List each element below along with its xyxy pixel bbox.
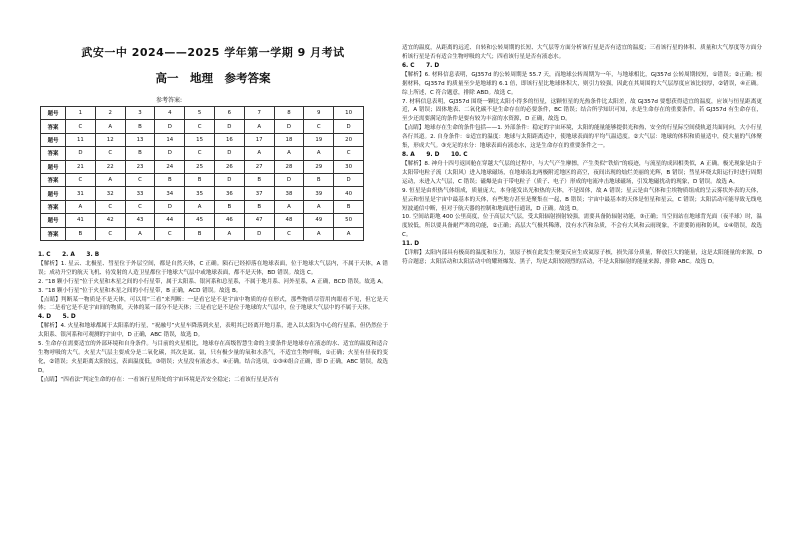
question-number-cell: 26 — [214, 160, 244, 173]
answer-cell: A — [66, 200, 96, 213]
exam-title: 武安一中 2024——2025 学年第一学期 9 月考试 — [81, 46, 345, 59]
answer-cell: B — [214, 200, 244, 213]
answer-cell: B — [304, 173, 334, 186]
question-number-cell: 41 — [66, 214, 96, 227]
question-number-cell: 4 — [155, 107, 185, 120]
answer-cell: C — [66, 173, 96, 186]
answer-cell: D — [214, 120, 244, 133]
answer-cell: C — [125, 173, 155, 186]
answer-row — [41, 120, 364, 133]
row-label-answer: 答案 — [41, 227, 66, 240]
answer-cell: C — [304, 120, 334, 133]
answer-cell: A — [244, 147, 274, 160]
answer-cell: B — [66, 227, 96, 240]
question-number-cell: 47 — [244, 214, 274, 227]
question-number-cell: 18 — [274, 133, 304, 146]
question-number-cell: 23 — [125, 160, 155, 173]
explanation-paragraph: 7. 材料信息表明，GJ357d 围绕一颗比太阳小得多的恒星，这颗恒星的光热条件比太阳差，故 GJ357d 要想获得适宜的温度，应该与恒星距离更近，A 错误；固体地表、二氧化碳不是生命存在的必要条件，BC 错误；结合所学知识可知，水是生命存在的重要条件，若 GJ357d 有生命存在，至少还需要满足的条件是要有较为丰富的水资源，D 正确，故选 D。 — [402, 98, 762, 123]
answer-cell: B — [244, 173, 274, 186]
answer-cell: D — [66, 147, 96, 160]
question-number-row — [41, 187, 364, 200]
answer-cell: C — [95, 200, 125, 213]
question-number-cell: 16 — [214, 133, 244, 146]
question-number-cell: 31 — [66, 187, 96, 200]
question-number-cell: 30 — [334, 160, 364, 173]
answer-cell: B — [125, 120, 155, 133]
answer-cell: B — [185, 227, 215, 240]
answer-cell: C — [185, 147, 215, 160]
answer-cell: C — [66, 120, 96, 133]
explanation-paragraph: 【点睛】“四看法”判定生命的存在：一看该行星所处的宇宙环境是否安全稳定；二看该行星是否有 — [38, 376, 279, 383]
row-label-answer: 答案 — [41, 200, 66, 213]
answer-cell: A — [274, 147, 304, 160]
question-number-cell: 8 — [274, 107, 304, 120]
answer-summary-line: 8. A 9. D 10. C — [402, 151, 468, 158]
answer-cell: D — [155, 200, 185, 213]
answer-cell: A — [304, 227, 334, 240]
row-label-answer: 答案 — [41, 147, 66, 160]
answer-cell: A — [95, 120, 125, 133]
question-number-cell: 5 — [185, 107, 215, 120]
left-column — [38, 44, 388, 385]
explanation-paragraph: 5. 生命存在需要适宜的外部环境和自身条件。与目前的火星相比，地球存在高级智慧生命的主要条件是地球存在液态的水、适宜的温度和适合生物呼吸的大气。火星大气层主要成分是二氧化碳，其次是氮、氩，只有极少量的氧和水蒸气，不适宜生物呼吸，①正确；火星有昼夜的变化，②错误；火星距离太阳较远，表面温度低，③错误；火星没有液态水，④正确。结合选项，①③④组合正确，即 D 正确，ABC 错误，故选 D。 — [38, 341, 388, 374]
explanation-paragraph: 【点睛】判断某一物质是不是天体，可以用“三看”来判断：一是看它是不是宇宙中物质的存在形式，那些物质尽管用肉眼看不见，但它是天体；二是看它是不是宇宙间的物质，天体的某一部分不是天体；三是看它是不是位于地球的大气层中，位于地球大气层中的不属于天体。 — [38, 296, 388, 312]
question-number-cell: 6 — [214, 107, 244, 120]
answer-cell: A — [244, 120, 274, 133]
answer-cell: D — [244, 227, 274, 240]
right-explanations — [402, 44, 762, 267]
question-number-cell: 28 — [274, 160, 304, 173]
answer-cell: C — [155, 227, 185, 240]
question-number-cell: 48 — [274, 214, 304, 227]
question-number-row — [41, 107, 364, 120]
row-label-question: 题号 — [41, 133, 66, 146]
question-number-cell: 22 — [95, 160, 125, 173]
answer-summary-line: 6. C 7. D — [402, 62, 440, 69]
answer-row — [41, 200, 364, 213]
question-number-cell: 29 — [304, 160, 334, 173]
question-number-cell: 25 — [185, 160, 215, 173]
answer-summary-line: 1. C 2. A 3. B — [38, 251, 100, 258]
answer-row — [41, 227, 364, 240]
answer-cell: A — [125, 227, 155, 240]
answer-cell: D — [155, 120, 185, 133]
question-number-cell: 35 — [185, 187, 215, 200]
row-label-question: 题号 — [41, 107, 66, 120]
question-number-cell: 39 — [304, 187, 334, 200]
question-number-cell: 49 — [304, 214, 334, 227]
explanation-paragraph: 10. 空间站距地 400 公里高度，位于高层大气层，受太阳辐射损射较强，需要具备防辐射功能，③正确；当空间站在地球背光面（夜半球）时，温度较低，所以要具备耐严寒的功能，②正确；高层大气极其稀薄，没有水汽和杂质，不会有大风和云雨现象，不需要防雨和防风，①④错误，故选 C。 — [402, 214, 762, 239]
question-number-cell: 37 — [244, 187, 274, 200]
row-label-question: 题号 — [41, 187, 66, 200]
answer-cell: C — [95, 147, 125, 160]
answer-cell: B — [155, 173, 185, 186]
question-number-cell: 12 — [95, 133, 125, 146]
answer-row — [41, 173, 364, 186]
answer-cell: D — [274, 173, 304, 186]
answer-cell: C — [125, 200, 155, 213]
question-number-cell: 46 — [214, 214, 244, 227]
answer-cell: C — [95, 227, 125, 240]
explanation-paragraph: 2. “18 颗小行星”位于火星和木星之间的小行星带，属于太阳系、银河系和总星系，不属于地月系、河外星系，A 正确，BCD 错误。故选 A。 — [38, 278, 387, 285]
answer-cell: B — [334, 200, 364, 213]
question-number-cell: 33 — [125, 187, 155, 200]
question-number-cell: 3 — [125, 107, 155, 120]
answer-cell: A — [334, 227, 364, 240]
answers-label: 参考答案: — [156, 97, 183, 104]
answer-summary-line: 11. D — [402, 241, 420, 248]
question-number-cell: 2 — [95, 107, 125, 120]
answer-cell: D — [214, 173, 244, 186]
explanation-paragraph: 【解析】1. 星云、北极星、彗星位于外层空间，都是自然天体，C 正确。陨石已经掉落在地球表面，位于地球大气层内，不属于天体，A 错误；成功升空的航天飞机、待发射的人造卫星都位于地球大气层中或地球表面，都不是天体，BD 错误。故选 C。 — [38, 260, 388, 276]
explanation-paragraph: 【解析】4. 火星和地球都属于太阳系的行星，“祝融号”火星车降落到火星，表明其已经离开地月系，进入以太阳为中心的行星系，但仍然位于太阳系、银河系和可观测的宇宙中，D 正确，ABC 错误，故选 D。 — [38, 323, 388, 339]
question-number-cell: 10 — [334, 107, 364, 120]
answer-cell: D — [334, 173, 364, 186]
answer-cell: A — [274, 200, 304, 213]
question-number-cell: 32 — [95, 187, 125, 200]
question-number-cell: 11 — [66, 133, 96, 146]
left-explanations — [38, 251, 388, 385]
question-number-cell: 43 — [125, 214, 155, 227]
answer-cell: C — [185, 120, 215, 133]
question-number-cell: 40 — [334, 187, 364, 200]
question-number-cell: 36 — [214, 187, 244, 200]
question-number-cell: 38 — [274, 187, 304, 200]
exam-subtitle: 高一 地理 参考答案 — [155, 71, 271, 85]
question-number-cell: 50 — [334, 214, 364, 227]
explanation-paragraph: 适宜的温度，从距离的远近、自转和公转周期的长短、大气层等方面分析该行星是否有适宜的温度；三看该行星的体积、质量和大气厚度等方面分析该行星是否有适合生物呼吸的大气；四看该行星是否有液态水。 — [402, 45, 762, 60]
row-label-question: 题号 — [41, 214, 66, 227]
question-number-cell: 21 — [66, 160, 96, 173]
explanation-paragraph: 【解析】8. 神舟十四号返回舱在穿越大气层的过程中，与大气产生摩擦，产生类似“铁焰”的痕迹，与流星的成因相类似，A 正确。极光现象是由于太阳带电粒子流（太阳风）进入地球磁场，在地球南北两极附近地区的高空，夜间出现的灿烂美丽的光辉，B 错误；彗星环绕太阳运行时进行周期运动，未进入大气层，C 错误；磁爆是由于带电粒子（质子、电子）形成的电流冲击地球磁场，引发地磁扰动的现象，D 错误。故选 A。 — [402, 160, 762, 185]
explanation-paragraph: 3. “18 颗小行星”位于火星和木星之间的小行星带，B 正确，ACD 错误。故选 B。 — [38, 287, 242, 294]
answer-cell: A — [304, 200, 334, 213]
row-label-question: 题号 — [41, 160, 66, 173]
question-number-cell: 24 — [155, 160, 185, 173]
question-number-cell: 42 — [95, 214, 125, 227]
question-number-cell: 7 — [244, 107, 274, 120]
answer-cell: D — [334, 120, 364, 133]
right-column — [402, 44, 762, 267]
question-number-cell: 1 — [66, 107, 96, 120]
answer-cell: D — [274, 120, 304, 133]
row-label-answer: 答案 — [41, 120, 66, 133]
question-number-cell: 34 — [155, 187, 185, 200]
row-label-answer: 答案 — [41, 173, 66, 186]
explanation-paragraph: 【点睛】地球存在生命的条件包括——1. 外部条件：稳定的宇宙环境，太阳的能量能够提供光和热，安全的行星际空间使轨道共面同向，大小行星各行其道。2. 自身条件：①适宜的温度：地球与太阳距离适中，使地球表面的平均气温适度。②大气层：地球的体积和质量适中，使大量的气体聚集，形成大气。③充足的水分：地球表面有液态水，这是生命存在的重要条件之一。 — [402, 125, 762, 150]
answer-summary-line: 4. D 5. D — [38, 314, 76, 321]
question-number-cell: 13 — [125, 133, 155, 146]
question-number-cell: 15 — [185, 133, 215, 146]
question-number-cell: 27 — [244, 160, 274, 173]
answer-cell: C — [274, 227, 304, 240]
answer-cell: C — [334, 147, 364, 160]
question-number-cell: 14 — [155, 133, 185, 146]
explanation-paragraph: 【详解】太阳内部具有极高的温度和压力，氢原子核在此发生聚变反应生成氦原子核，损失部分质量，释放巨大的能量，这是太阳能量的来源，D 符合题意；太阳活动和太阳活动中的耀斑爆发、黑子，均是太阳较剧烈的活动，不是太阳辐射的能量来源，排除 ABC。故选 D。 — [402, 250, 762, 266]
explanation-paragraph: 9. 恒星是由炽热气体组成，质量庞大，本身能发出光和热的天体，不是固体，故 A 错误；星云是由气体和尘埃物质组成的呈云雾状外表的天体，星云和恒星是宇宙中最基本的天体，有些地方甚至是聚集在一起，B 错误；宇宙中最基本的天体是恒星和星云，C 错误；太阳活动可能导致无线电短波通信中断，但对于航天器的控制和地面进行通讯，D 正确。故选 D。 — [402, 187, 762, 212]
answer-cell: B — [244, 200, 274, 213]
answer-cell: A — [304, 147, 334, 160]
question-number-row — [41, 214, 364, 227]
answer-cell: B — [185, 173, 215, 186]
answer-row — [41, 147, 364, 160]
answer-cell: A — [185, 200, 215, 213]
question-number-cell: 20 — [334, 133, 364, 146]
answer-cell: A — [95, 173, 125, 186]
question-number-cell: 45 — [185, 214, 215, 227]
question-number-cell: 44 — [155, 214, 185, 227]
question-number-cell: 17 — [244, 133, 274, 146]
question-number-row — [41, 133, 364, 146]
answer-cell: D — [214, 147, 244, 160]
answer-cell: D — [155, 147, 185, 160]
question-number-cell: 19 — [304, 133, 334, 146]
answer-table — [40, 106, 364, 241]
question-number-cell: 9 — [304, 107, 334, 120]
answer-cell: B — [125, 147, 155, 160]
explanation-paragraph: 【解析】6. 材料信息表明，GJ357d 的公转周期是 55.7 天，而地球公转周期为一年，与地球相比，GJ357d 公转周期较短，①错误；②正确；根据材料，GJ357d 的质量至少是地球的 6.1 倍，即该行星比地球体积大，则引力较强，因此在其周围的大气层厚度应该比较厚，②错误，④正确。综上所述，C 符合题意，排除 ABD。故选 C。 — [402, 71, 762, 96]
answer-cell: A — [214, 227, 244, 240]
question-number-row — [41, 160, 364, 173]
